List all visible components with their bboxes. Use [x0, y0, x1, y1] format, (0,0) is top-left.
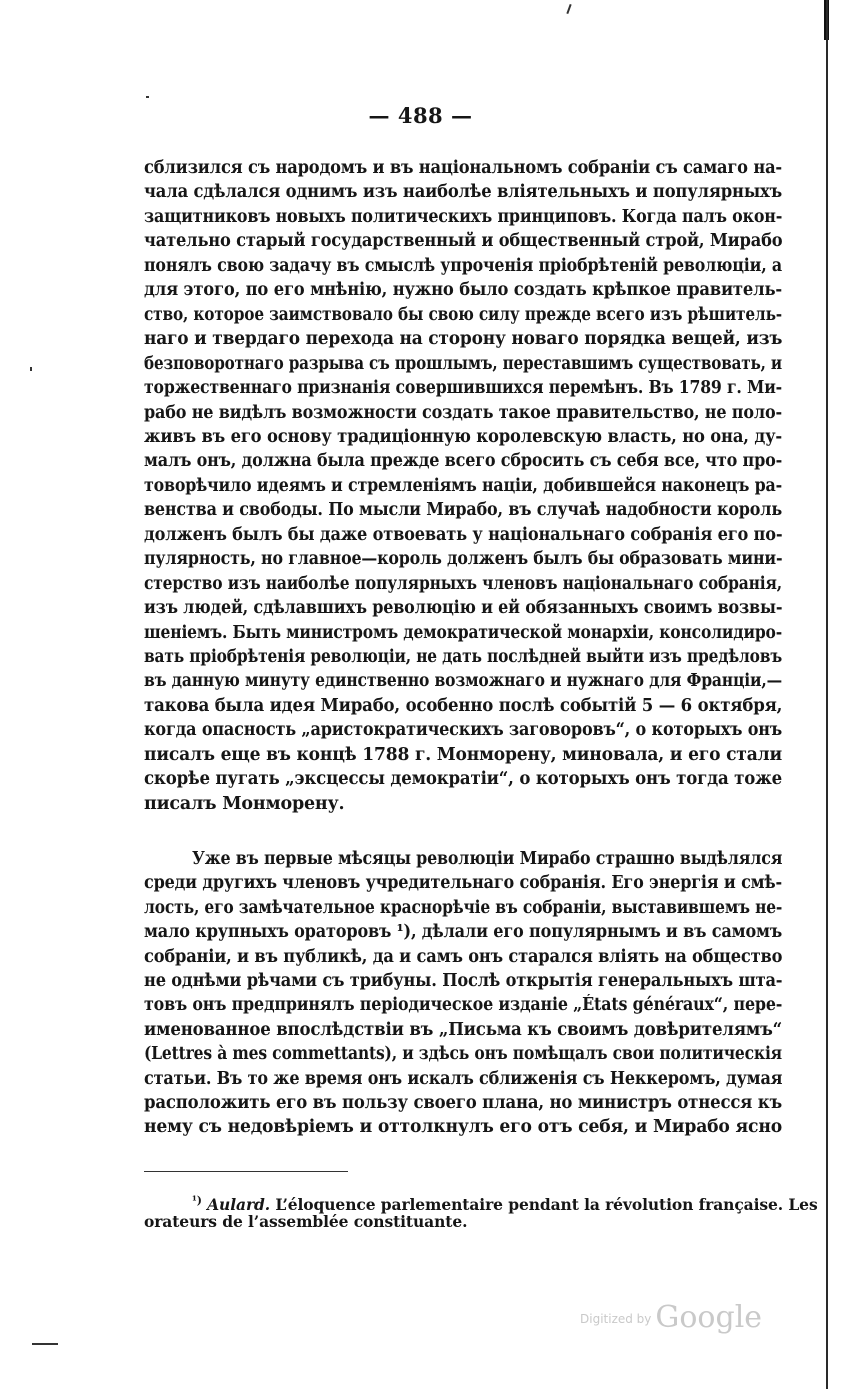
text-line: понялъ свою задачу въ смыслѣ упроченія пріобрѣтеній революціи, а — [144, 255, 782, 276]
footnote-line — [192, 1190, 818, 1215]
text-line: когда опасность „аристократическихъ заговоровъ“, о которыхъ онъ — [144, 720, 782, 741]
text-line: торжественнаго признанія совершившихся перемѣнъ. Въ 1789 г. Ми- — [144, 378, 782, 399]
text-line: рабо не видѣлъ возможности создать такое правительство, не поло- — [144, 402, 782, 423]
text-line: наго и твердаго перехода на сторону новаго порядка вещей, изъ — [144, 329, 783, 350]
text-line: мало крупныхъ ораторовъ ¹), дѣлали его популярнымъ и въ самомъ — [144, 922, 782, 943]
text-line: Уже въ первые мѣсяцы революціи Мирабо страшно выдѣлялся — [192, 849, 783, 869]
text-line: собраніи, и въ публикѣ, да и самъ онъ старался вліять на общество — [144, 946, 783, 967]
scan-speck — [566, 4, 571, 14]
text-line: лость, его замѣчательное краснорѣчіе въ собраніи, выставившемъ не- — [144, 897, 783, 918]
text-line: для этого, по его мнѣнію, нужно было создать крѣпкое правитель- — [144, 280, 782, 301]
scan-speck — [32, 1343, 58, 1345]
text-line: чательно старый государственный и общественный строй, Мирабо — [144, 231, 783, 252]
text-line: среди другихъ членовъ учредительнаго собранія. Его энергія и смѣ- — [144, 873, 782, 894]
text-line: товъ онъ предпринялъ періодическое изданіе „États généraux“, пере- — [144, 995, 783, 1016]
text-line: статьи. Въ то же время онъ искалъ сближенія съ Неккеромъ, думая — [144, 1068, 783, 1089]
footnote-separator — [144, 1171, 348, 1172]
text-line: (Lettres à mes commettants), и здѣсь онъ помѣщалъ свои политическія — [144, 1044, 782, 1065]
text-line: писалъ Монморену. — [144, 793, 345, 814]
text-line: живъ въ его основу традиціонную королевскую власть, но она, ду- — [144, 426, 782, 447]
text-line: венства и свободы. По мысли Мирабо, въ случаѣ надобности король — [144, 500, 782, 521]
footnote-line-continued: orateurs de l’assemblée constituante. — [144, 1212, 468, 1231]
scan-speck — [30, 367, 32, 371]
scan-speck — [146, 96, 149, 98]
google-logo: Google — [655, 1300, 763, 1335]
watermark-caption: Digitized by — [580, 1312, 652, 1326]
text-line: безповоротнаго разрыва съ прошлымъ, переставшимъ существовать, и — [144, 353, 782, 374]
text-line: ство, которое заимствовало бы свою силу прежде всего изъ рѣшитель- — [144, 304, 782, 325]
text-line: сблизился съ народомъ и въ національномъ собраніи съ самаго на- — [144, 158, 782, 178]
digitized-watermark — [580, 1300, 762, 1340]
text-line: изъ людей, сдѣлавшихъ революцію и ей обязанныхъ своимъ возвы- — [144, 598, 783, 619]
footnote-author: Aulard. — [207, 1195, 271, 1215]
text-line: защитниковъ новыхъ политическихъ принциповъ. Когда палъ окон- — [144, 206, 783, 227]
text-line: такова была идея Мирабо, особенно послѣ событій 5 — 6 октября, — [144, 695, 783, 716]
text-line: скорѣе пугать „эксцессы демократіи“, о которыхъ онъ тогда тоже — [144, 769, 782, 790]
text-line: малъ онъ, должна была прежде всего сбросить съ себя все, что про- — [144, 451, 783, 472]
text-line: долженъ былъ бы даже отвоевать у національнаго собранія его по- — [144, 524, 783, 545]
text-line: товорѣчило идеямъ и стремленіямъ націи, добившейся наконецъ ра- — [144, 475, 782, 496]
text-line: вать пріобрѣтенія революціи, не дать послѣдней выйти изъ предѣловъ — [144, 647, 782, 667]
text-line: именованное впослѣдствіи въ „Письма къ своимъ довѣрителямъ“ — [144, 1019, 782, 1040]
text-line: нему съ недовѣріемъ и оттолкнулъ его отъ себя, и Мирабо ясно — [144, 1117, 782, 1138]
text-line: пулярность, но главное—король долженъ былъ бы образовать мини- — [144, 549, 783, 570]
text-line: писалъ еще въ концѣ 1788 г. Монморену, миновала, и его стали — [144, 744, 782, 765]
text-line: въ данную минуту единственно возможнаго и нужнаго для Франціи,— — [144, 671, 782, 692]
text-line: чала сдѣлался однимъ изъ наиболѣе вліятельныхъ и популярныхъ — [144, 182, 782, 203]
text-line: не однѣми рѣчами съ трибуны. Послѣ открытія генеральныхъ шта- — [144, 971, 783, 991]
text-line: расположить его въ пользу своего плана, но министръ отнесся къ — [144, 1093, 782, 1113]
text-line: шеніемъ. Быть министромъ демократической монархіи, консолидиро- — [144, 622, 782, 643]
footnote-marker: ¹) — [192, 1194, 202, 1207]
page-number: — 488 — — [368, 103, 473, 128]
footnote-title: L’éloquence parlementaire pendant la révolution française. Les — [275, 1195, 818, 1215]
page-edge-shadow — [826, 0, 828, 1389]
text-line: стерство изъ наиболѣе популярныхъ членовъ національнаго собранія, — [144, 573, 782, 594]
